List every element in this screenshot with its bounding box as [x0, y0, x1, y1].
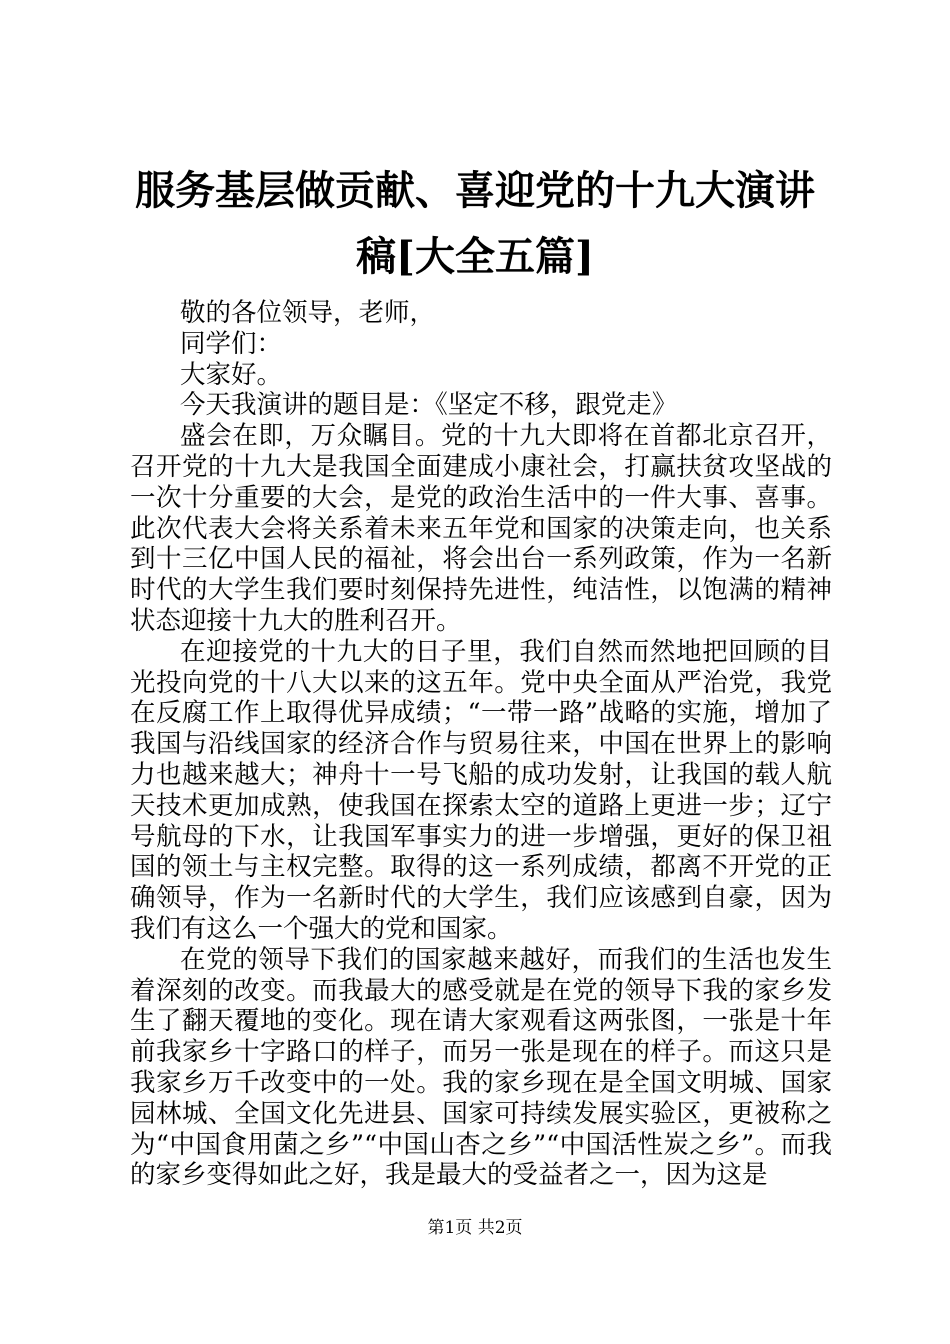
document-body	[130, 298, 832, 1191]
salutation-line: 同学们：	[180, 328, 283, 359]
page-number-footer: 第1页 共2页	[427, 1218, 523, 1238]
greeting-line: 大家好。	[180, 359, 283, 390]
salutation-line: 敬的各位领导，老师，	[180, 298, 436, 328]
body-paragraph: 盛会在即，万众瞩目。党的十九大即将在首都北京召开，召开党的十九大是我国全面建成小康社会，打赢扶贫攻坚战的一次十分重要的大会，是党的政治生活中的一件大事、喜事。此次代表大会将关系着未来五年党和国家的决策走向，也关系到十三亿中国人民的福祉，将会出台一系列政策，作为一名新时代的大学生我们要时刻保持先进性，纯洁性，以饱满的精神状态迎接十九大的胜利召开。	[130, 421, 832, 636]
speech-topic-line: 今天我演讲的题目是：《坚定不移，跟党走》	[180, 390, 678, 421]
body-paragraph: 在党的领导下我们的国家越来越好，而我们的生活也发生着深刻的改变。而我最大的感受就是在党的领导下我的家乡发生了翻天覆地的变化。现在请大家观看这两张图，一张是十年前我家乡十字路口的样子，而另一张是现在的样子。而这只是我家乡万千改变中的一处。我的家乡现在是全国文明城、国家园林城、全国文化先进县、国家可持续发展实验区，更被称之为“中国食用菌之乡”“中国山杏之乡”“中国活性炭之乡”。而我的家乡变得如此之好，我是最大的受益者之一，因为这是	[130, 944, 832, 1191]
body-paragraph: 在迎接党的十九大的日子里，我们自然而然地把回顾的目光投向党的十八大以来的这五年。党中央全面从严治党，我党在反腐工作上取得优异成绩；“一带一路”战略的实施，增加了我国与沿线国家的经济合作与贸易往来，中国在世界上的影响力也越来越大；神舟十一号飞船的成功发射，让我国的载人航天技术更加成熟，使我国在探索太空的道路上更进一步；辽宁号航母的下水，让我国军事实力的进一步增强，更好的保卫祖国的领土与主权完整。取得的这一系列成绩，都离不开党的正确领导，作为一名新时代的大学生，我们应该感到自豪，因为我们有这么一个强大的党和国家。	[130, 636, 832, 944]
document-title: 服务基层做贡献、喜迎党的十九大演讲稿[大全五篇]	[135, 167, 815, 280]
